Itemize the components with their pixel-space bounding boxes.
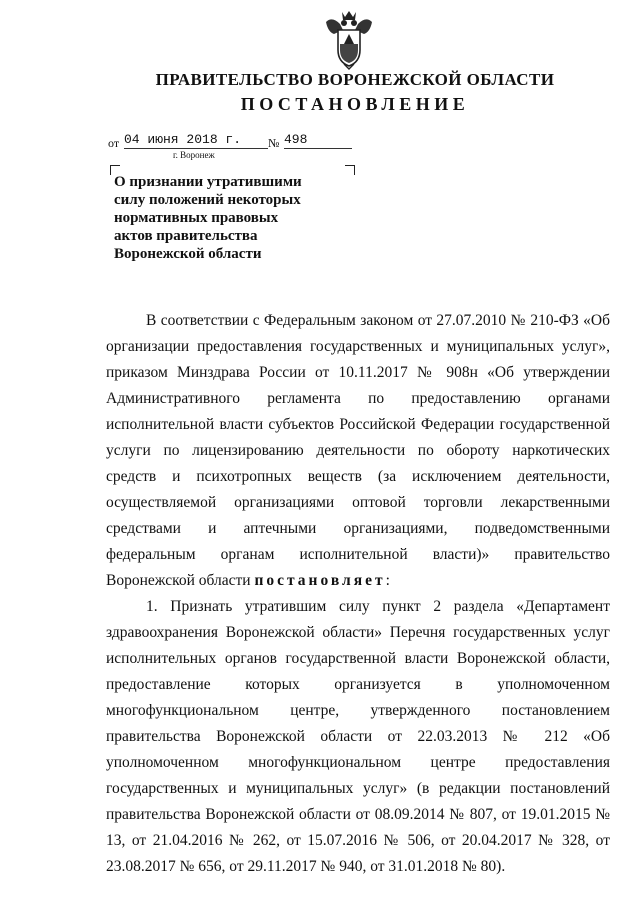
preamble-paragraph: [106, 308, 610, 594]
item-1-paragraph: 1. Признать утратившим силу пункт 2 раздела «Департамент здравоохранения Воронежской области» Перечня государственных услуг исполнительных органов государственной власти Воронежской области, предоставление которых организуется в уполномоченном многофункциональном центре, утвержденного постановлением правительства Воронежской области от 22.03.2013 № 212 «Об уполномоченном многофункциональном центре предоставления государственных и муниципальных услуг» (в редакции постановлений правительства Воронежской области от 08.09.2014 № 807, от 19.01.2015 № 13, от 21.04.2016 № 262, от 15.07.2016 № 506, от 20.04.2017 № 328, от 23.08.2017 № 656, от 29.11.2017 № 940, от 31.01.2018 № 80).: [106, 598, 610, 875]
document-type: ПОСТАНОВЛЕНИЕ: [240, 94, 470, 114]
document-title: [114, 173, 334, 263]
title-line: силу положений некоторых: [114, 192, 301, 208]
title-bracket-right: [345, 165, 355, 175]
title-line: О признании утратившими: [114, 174, 302, 190]
organization-name: ПРАВИТЕЛЬСТВО ВОРОНЕЖСКОЙ ОБЛАСТИ: [155, 70, 555, 89]
title-line: актов правительства: [114, 228, 258, 244]
city-label: г. Воронеж: [173, 150, 215, 160]
number-prefix: №: [268, 136, 280, 150]
document-body: [106, 308, 610, 880]
document-number: 498: [284, 132, 352, 149]
title-line: Воронежской области: [114, 246, 262, 262]
decree-suffix: :: [385, 572, 390, 589]
document-date: 04 июня 2018 г.: [124, 132, 268, 149]
coat-of-arms-icon: [322, 8, 376, 70]
title-line: нормативных правовых: [114, 210, 279, 226]
date-prefix: от: [108, 136, 120, 150]
preamble-text: В соответствии с Федеральным законом от 27.07.2010 № 210-ФЗ «Об организации предоставления государственных и муниципальных услуг», приказом Минздрава России от 10.11.2017 № 908н «Об утверждении Административного регламента по предоставлению органами исполнительной власти субъектов Российской Федерации государственной услуги по лицензированию деятельности по обороту наркотических средств и психотропных веществ (за исключением деятельности, осуществляемой организациями оптовой торговли лекарственными средствами и аптечными организациями, подведомственными федеральным органам исполнительной власти)» правительство Воронежской области: [106, 312, 610, 589]
decree-word: постановляет: [254, 572, 386, 589]
